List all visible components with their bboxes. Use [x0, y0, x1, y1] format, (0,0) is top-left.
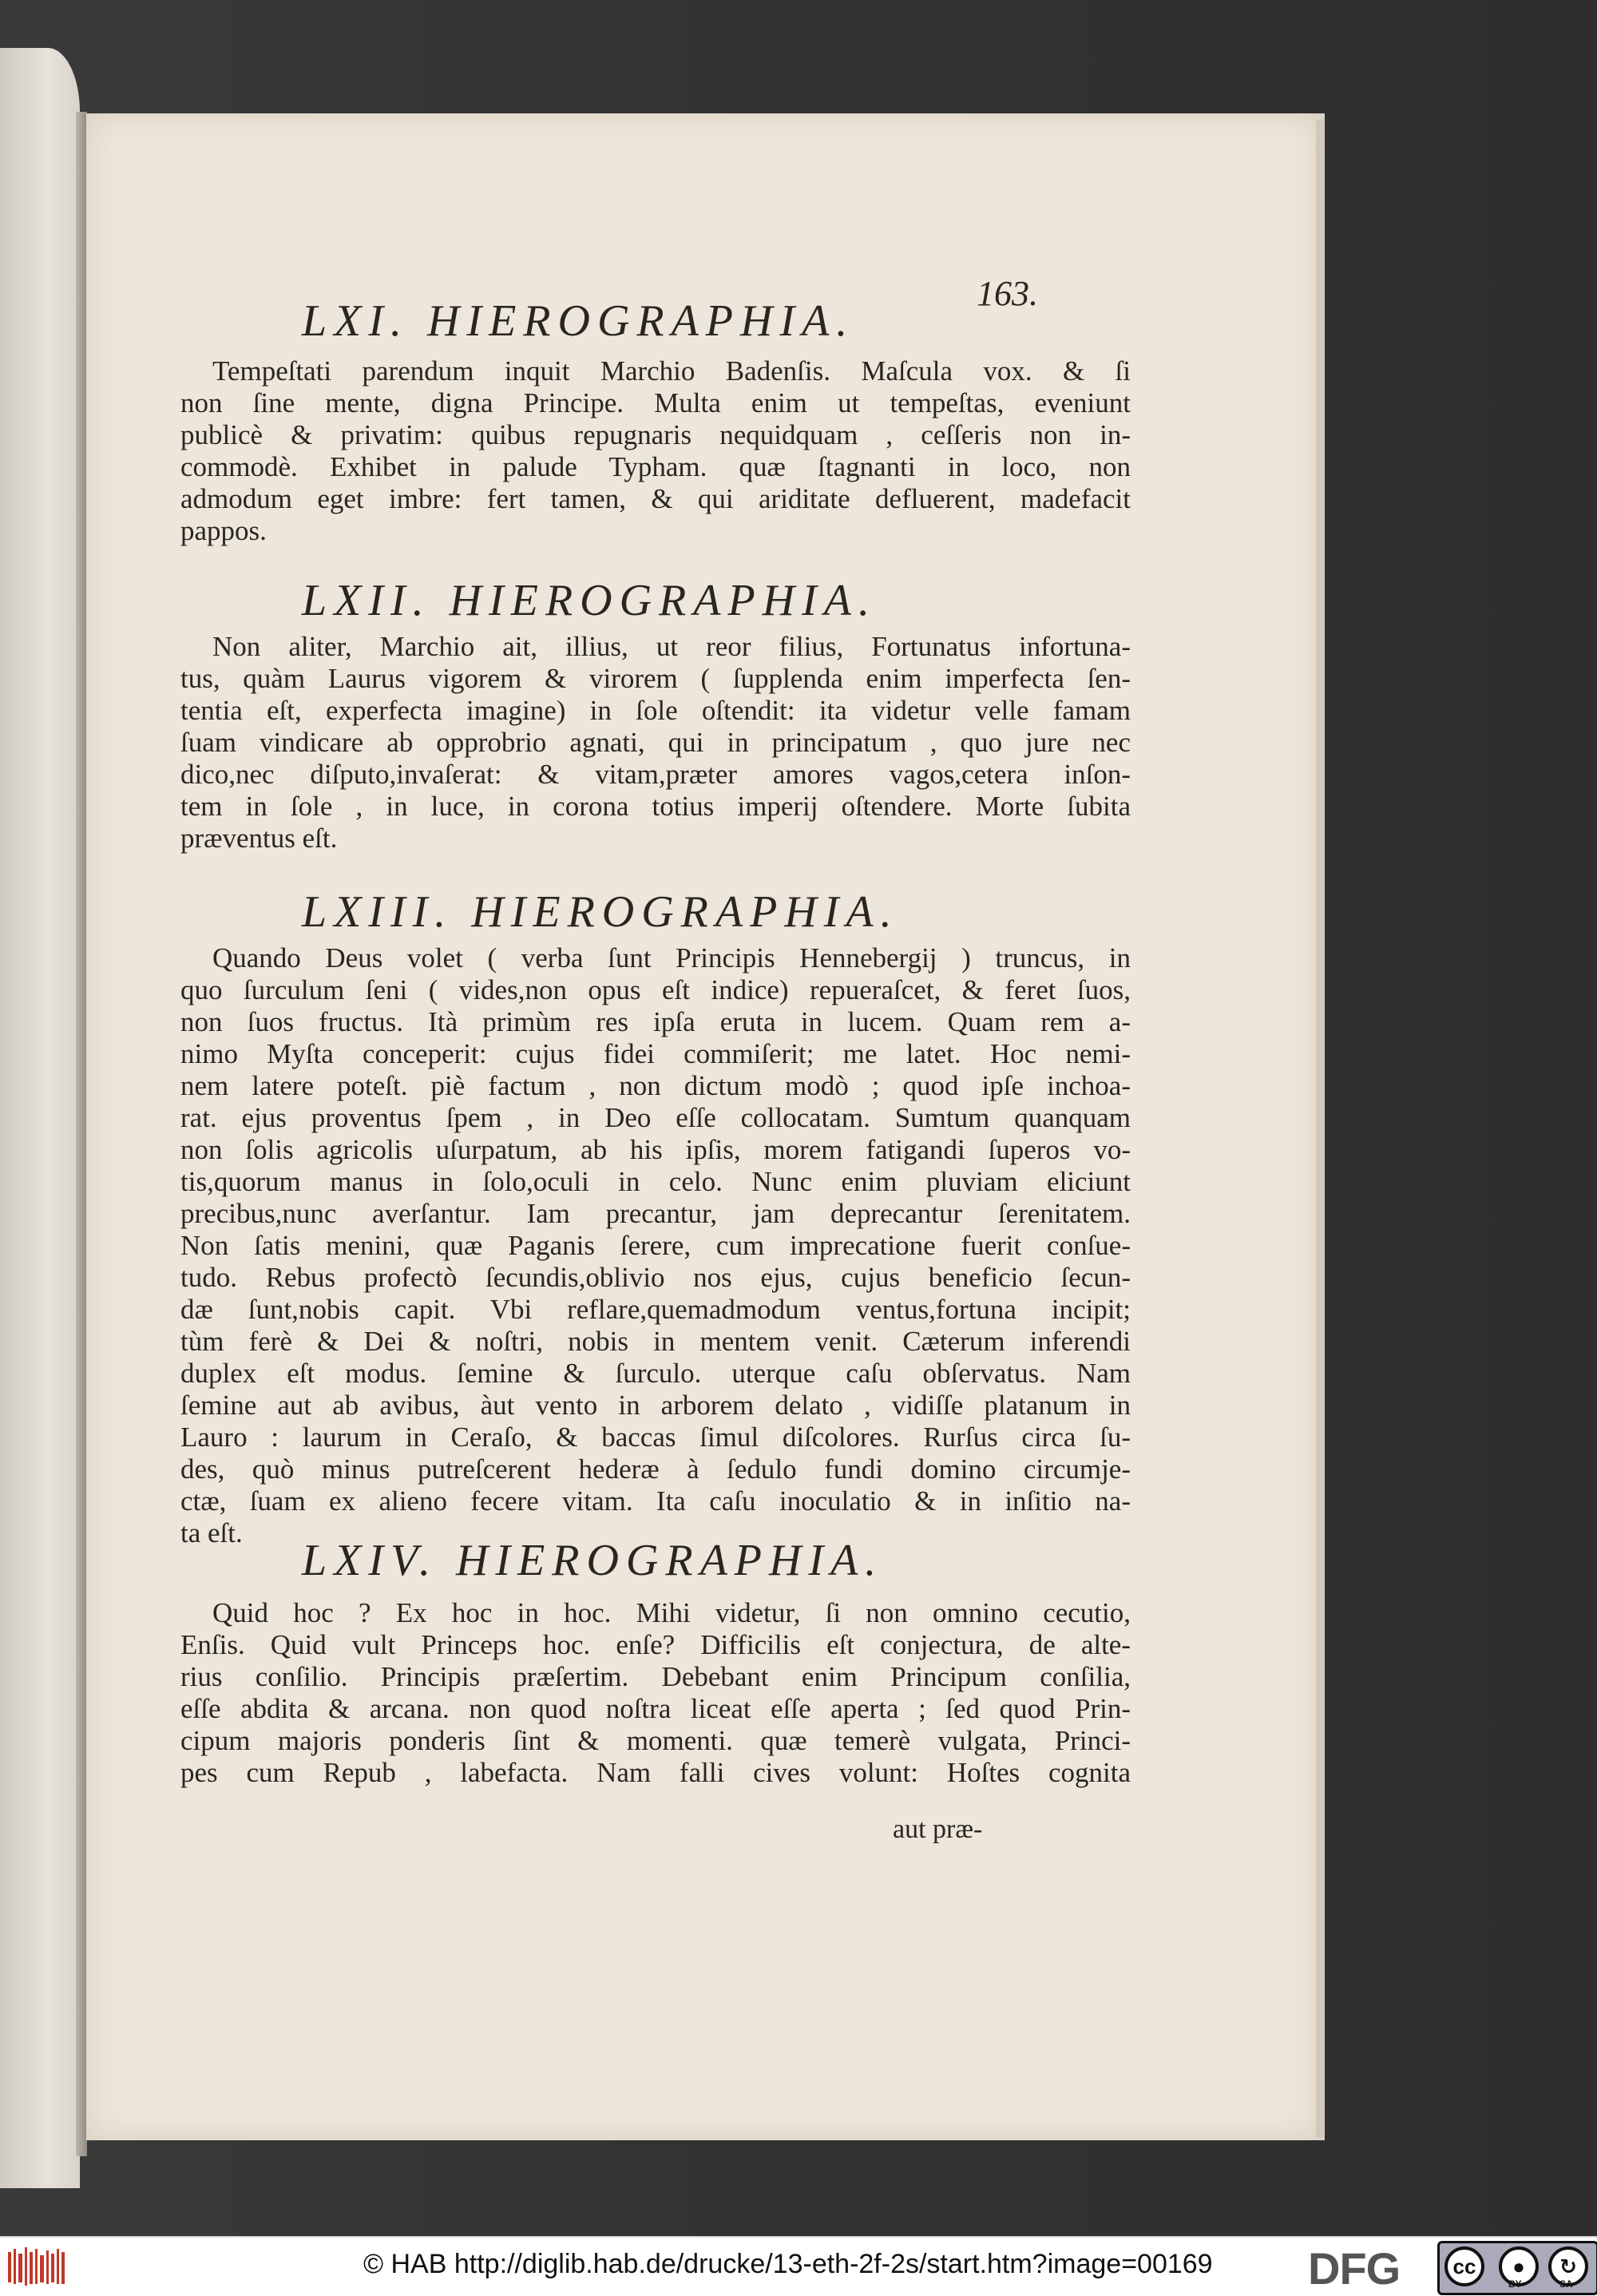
- page-edge-shadow: [1316, 120, 1324, 2137]
- cc-icon: cc: [1444, 2246, 1484, 2286]
- text-line: Quando Deus volet ( verba ſunt Principis Hennebergij ) truncus, in: [212, 942, 1131, 974]
- text-line: precibus,nunc averſantur. Iam precantur, jam deprecantur ſerenitatem.: [180, 1198, 1131, 1229]
- text-line: admodum eget imbre: fert tamen, & qui ariditate defluerent, madefacit: [180, 483, 1131, 514]
- hab-barcode-logo-icon: [6, 2246, 67, 2287]
- section-heading-lxi: LXI. HIEROGRAPHIA.: [302, 296, 855, 346]
- text-line: non ſolis agricolis uſurpatum, ab his ipſis, morem fatigandi ſuperos vo-: [180, 1134, 1131, 1165]
- text-line: non ſuos fructus. Ità primùm res ipſa eruta in lucem. Quam rem a-: [180, 1006, 1131, 1037]
- text-line: non ſine mente, digna Principe. Multa enim ut tempeſtas, eveniunt: [180, 387, 1131, 418]
- text-line: commodè. Exhibet in palude Typham. quæ ſtagnanti in loco, non: [180, 451, 1131, 482]
- text-line: rius conſilio. Principis præſertim. Debebant enim Principum conſilia,: [180, 1661, 1131, 1692]
- text-line: pappos.: [180, 515, 267, 546]
- dfg-logo: DFG: [1308, 2243, 1401, 2294]
- text-line: ctæ, ſuam ex alieno fecere vitam. Ita caſu inoculatio & in inſitio na-: [180, 1485, 1131, 1517]
- text-line: cipum majoris ponderis ſint & momenti. quæ temerè vulgata, Princi-: [180, 1725, 1131, 1756]
- text-line: Tempeſtati parendum inquit Marchio Badenſis. Maſcula vox. & ſi: [212, 355, 1131, 387]
- section-heading-lxii: LXII. HIEROGRAPHIA.: [302, 576, 877, 625]
- text-line: Non ſatis menini, quæ Paganis ſerere, cum imprecatione fuerit conſue-: [180, 1230, 1131, 1261]
- section-text-lxiii: [180, 942, 1131, 1549]
- text-line: tentia eſt, experfecta imagine) in ſole oſtendit: ita videtur velle famam: [180, 695, 1131, 726]
- text-line: eſſe abdita & arcana. non quod noſtra liceat eſſe aperta ; ſed quod Prin-: [180, 1693, 1131, 1724]
- section-text-lxiv: [180, 1597, 1131, 1789]
- section-heading-lxiii: LXIII. HIEROGRAPHIA.: [302, 887, 899, 937]
- facing-page-edge: [0, 48, 80, 2188]
- section-text-lxi: [180, 355, 1131, 547]
- page-number: 163.: [977, 274, 1038, 313]
- text-line: dæ ſunt,nobis capit. Vbi reflare,quemadmodum ventus,fortuna incipit;: [180, 1294, 1131, 1325]
- text-line: rat. ejus proventus ſpem , in Deo eſſe collocatam. Sumtum quanquam: [180, 1102, 1131, 1133]
- text-line: des, quò minus putreſcerent hederæ à ſedulo fundi domino circumje-: [180, 1453, 1131, 1485]
- text-line: præventus eſt.: [180, 823, 338, 854]
- text-line: ta eſt.: [180, 1517, 243, 1549]
- cc-by-label: BY: [1508, 2278, 1522, 2290]
- text-line: dico,nec diſputo,invaſerat: & vitam,præter amores vagos,cetera inſon-: [180, 759, 1131, 790]
- text-line: tem in ſole , in luce, in corona totius imperij oſtendere. Morte ſubita: [180, 791, 1131, 822]
- text-line: Lauro : laurum in Ceraſo, & baccas ſimul diſcolores. Rurſus circa ſu-: [180, 1422, 1131, 1453]
- text-line: tus, quàm Laurus vigorem & virorem ( ſupplenda enim imperfecta ſen-: [180, 663, 1131, 694]
- text-line: Quid hoc ? Ex hoc in hoc. Mihi videtur, ſi non omnino cecutio,: [212, 1597, 1131, 1628]
- text-line: nem latere poteſt. piè factum , non dictum modò ; quod ipſe inchoa-: [180, 1070, 1131, 1101]
- book-spine: [76, 112, 87, 2156]
- text-line: publicè & privatim: quibus repugnaris nequidquam , ceſſeris non in-: [180, 419, 1131, 450]
- text-line: tùm ferè & Dei & noſtri, nobis in mentem venit. Cæterum inferendi: [180, 1326, 1131, 1357]
- creative-commons-badge[interactable]: [1437, 2241, 1597, 2295]
- book-page: [86, 113, 1320, 2140]
- section-heading-lxiv: LXIV. HIEROGRAPHIA.: [302, 1536, 884, 1585]
- text-line: ſemine aut ab avibus, àut vento in arborem delato , vidiſſe platanum in: [180, 1390, 1131, 1421]
- copyright-url-text[interactable]: © HAB http://diglib.hab.de/drucke/13-eth-2f-2s/start.htm?image=00169: [363, 2249, 1213, 2279]
- section-text-lxii: [180, 631, 1131, 855]
- catchword: aut præ-: [893, 1814, 983, 1844]
- cc-sa-label: SA: [1559, 2278, 1573, 2290]
- text-line: tudo. Rebus profectò ſecundis,oblivio nos ejus, cujus beneficio ſecun-: [180, 1262, 1131, 1293]
- text-line: ſuam vindicare ab opprobrio agnati, qui in principatum , quo jure nec: [180, 727, 1131, 758]
- text-line: tis,quorum manus in ſolo,oculi in celo. Nunc enim pluviam eliciunt: [180, 1166, 1131, 1197]
- text-line: pes cum Repub , labefacta. Nam falli cives volunt: Hoſtes cognita: [180, 1757, 1131, 1788]
- by-attribution-icon: ●: [1499, 2246, 1539, 2286]
- text-line: Enſis. Quid vult Princeps hoc. enſe? Difficilis eſt conjectura, de alte-: [180, 1629, 1131, 1660]
- text-line: Non aliter, Marchio ait, illius, ut reor filius, Fortunatus infortuna-: [212, 631, 1131, 662]
- text-line: quo ſurculum ſeni ( vides,non opus eſt indice) repueraſcet, & feret ſuos,: [180, 974, 1131, 1005]
- share-alike-icon: ↻: [1548, 2246, 1588, 2286]
- text-line: nimo Myſta conceperit: cujus fidei commiſerit; me latet. Hoc nemi-: [180, 1038, 1131, 1069]
- text-line: duplex eſt modus. ſemine & ſurculo. uterque caſu obſervatus. Nam: [180, 1358, 1131, 1389]
